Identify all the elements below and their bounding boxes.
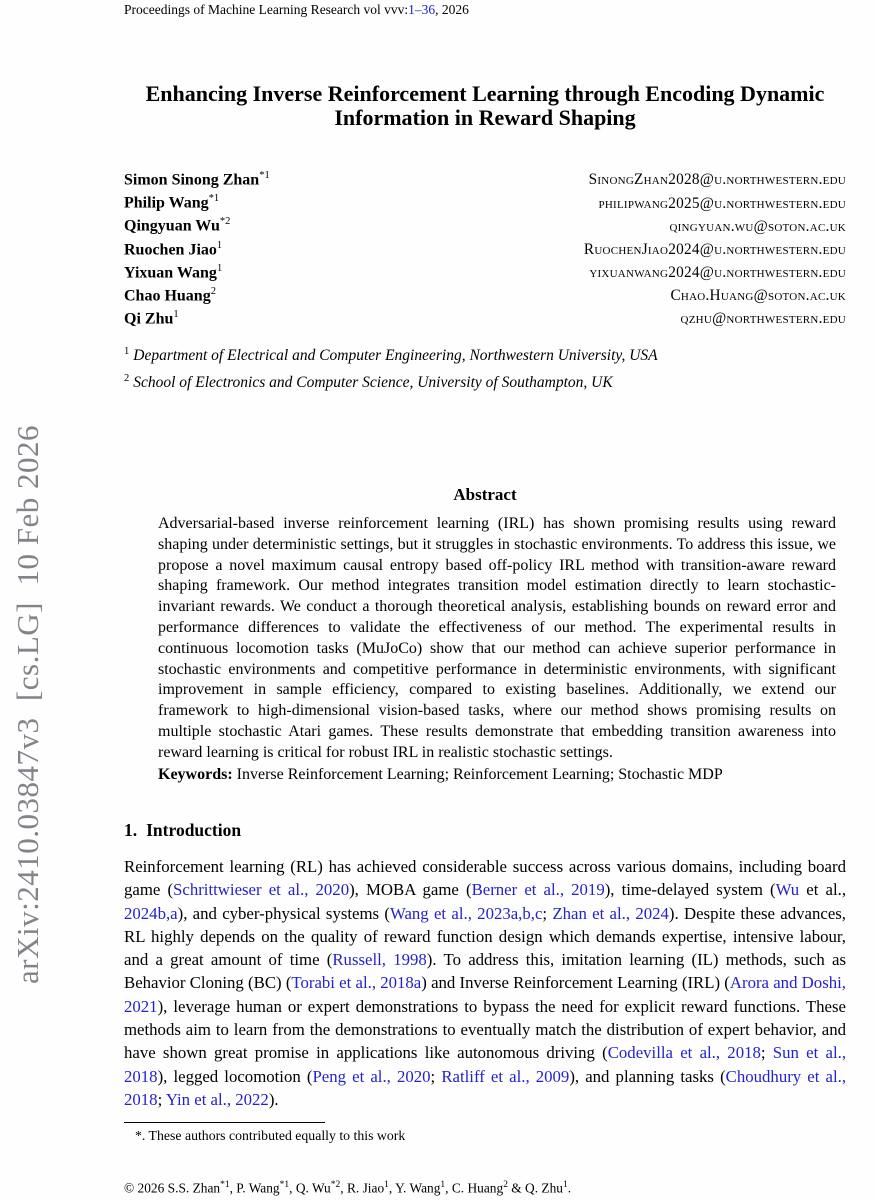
citation-link[interactable]: 1–36 [408, 2, 436, 17]
introduction-paragraph: Reinforcement learning (RL) has achieved considerable success across various domains, including board game (Schrittwieser et al., 2020), MOBA game (Berner et al., 2019), time-delayed system (Wu et al., 2024b,a), and cyber-physical systems (Wang et al., 2023a,b,c; Zhan et al., 2024). Despite these advances, RL highly depends on the quality of reward function design which demands expertise, intensive labour, and a great amount of time (Russell, 1998). To address this, imitation learning (IL) methods, such as Behavior Cloning (BC) (Torabi et al., 2018a) and Inverse Reinforcement Learning (IRL) (Arora and Doshi, 2021), leverage human or expert demonstrations to bypass the need for explicit reward functions. These methods aim to learn from the demonstrations to eventually match the distribution of expert behavior, and have shown great promise in applications like autonomous driving (Codevilla et al., 2018; Sun et al., 2018), legged locomotion (Peng et al., 2020; Ratliff et al., 2009), and planning tasks (Choudhury et al., 2018; Yin et al., 2022). [124, 857, 847, 1109]
author-affiliation-marker: *2 [219, 216, 231, 228]
author-name-text: Qingyuan Wu [124, 217, 220, 235]
citation-link[interactable]: Torabi et al., 2018a [291, 973, 422, 993]
copyright-line: © 2026 S.S. Zhan$^{*1}$, P. Wang$^{*1}$, Q. Wu$^{*2}$, R. Jiao$^1$, Y. Wang$^1$, C. Huang$^2$ & Q. Zhu$^1$. [124, 1180, 572, 1196]
arxiv-watermark: arXiv:2410.03847v3 [cs.LG] 10 Feb 2026 [10, 425, 45, 984]
author-name-text: Yixuan Wang [124, 264, 217, 282]
section-heading [124, 820, 846, 841]
author-name-text: Chao Huang [124, 287, 211, 305]
author-row [124, 170, 846, 193]
citation-link[interactable]: Wu [775, 880, 800, 900]
author-name [124, 263, 222, 282]
superscript-marker: *2 [330, 1180, 341, 1190]
author-name [124, 309, 179, 328]
section-number: 1. [124, 820, 138, 840]
author-affiliation-marker: 1 [216, 239, 223, 251]
footnote-text: *. These authors contributed equally to this work [135, 1128, 406, 1143]
author-email: SinongZhan2028@u.northwestern.edu [588, 171, 846, 189]
abstract-text: Adversarial-based inverse reinforcement learning (IRL) has shown promising results using reward shaping under deterministic settings, but it struggles in stochastic environments. To address this issue, we propose a novel maximum causal entropy based off-policy IRL method with transition-aware reward shaping framework. Our method integrates transition model estimation directly to learn stochastic-invariant rewards. We conduct a thorough theoretical analysis, establishing bounds on reward error and performance differences to validate the effectiveness of our method. The experimental results in continuous locomotion tasks (MuJoCo) show that our method can achieve superior performance in stochastic environments and competitive performance in deterministic environments, with significant improvement in sample efficiency, compared to existing baselines. Additionally, we extend our framework to high-dimensional vision-based tasks, where our method shows promising results on multiple stochastic Atari games. These results demonstrate that embedding transition awareness into reward learning is critical for robust IRL in realistic stochastic settings. [158, 515, 836, 761]
paper-title [124, 82, 846, 130]
citation-link[interactable]: Russell, 1998 [332, 950, 427, 970]
superscript-marker: 1 [440, 1180, 446, 1190]
author-name [124, 240, 222, 259]
affiliation-text: School of Electronics and Computer Science, University of Southampton, UK [133, 374, 613, 392]
citation-link[interactable]: Sun et al., 2018 [124, 1043, 847, 1086]
keywords-label: Keywords: [158, 765, 233, 783]
abstract-section [124, 485, 846, 785]
affiliation-row [124, 367, 846, 394]
author-email: qzhu@northwestern.edu [680, 310, 846, 328]
paper-title-text: Enhancing Inverse Reinforcement Learning through Encoding Dynamic Information in Reward Shaping [145, 81, 825, 130]
citation-link[interactable]: Schrittwieser et al., 2020 [173, 880, 350, 900]
author-name [124, 193, 219, 212]
superscript-marker: 1 [384, 1180, 389, 1190]
affiliation-block [124, 340, 846, 394]
footnote-block [124, 1122, 846, 1144]
author-name-text: Philip Wang [124, 194, 209, 212]
affiliation-row [124, 340, 846, 367]
citation-link[interactable]: Berner et al., 2019 [471, 880, 605, 900]
superscript-marker: 2 [503, 1180, 508, 1190]
author-email: qingyuan.wu@soton.ac.uk [669, 217, 846, 235]
author-name-text: Qi Zhu [124, 310, 174, 328]
affiliation-text: Department of Electrical and Computer Engineering, Northwestern University, USA [133, 347, 658, 365]
citation-link[interactable]: Arora and Doshi, 2021 [124, 973, 846, 1016]
citation-link[interactable]: 2024b,a [124, 903, 178, 923]
keywords-line [158, 765, 836, 786]
author-affiliation-marker: 1 [173, 309, 179, 321]
superscript-marker: 1 [562, 1180, 568, 1190]
author-affiliation-marker: 2 [210, 285, 216, 297]
citation-link[interactable]: Codevilla et al., 2018 [607, 1043, 761, 1063]
citation-link[interactable]: Ratliff et al., 2009 [441, 1066, 570, 1086]
journal-header: Proceedings of Machine Learning Research vol vvv:1–36, 2026 [124, 2, 469, 17]
author-block [124, 170, 846, 332]
author-row [124, 216, 846, 239]
abstract-heading: Abstract [453, 485, 517, 504]
author-name-text: Ruochen Jiao [124, 240, 217, 258]
author-name [124, 216, 230, 235]
affiliation-marker: 2 [124, 373, 130, 385]
superscript-marker: *1 [220, 1180, 230, 1190]
citation-link[interactable]: Yin et al., 2022 [165, 1089, 269, 1109]
author-row [124, 309, 846, 332]
citation-link[interactable]: Zhan et al., 2024 [552, 903, 669, 923]
author-affiliation-marker: *1 [259, 170, 270, 181]
introduction-section [124, 820, 846, 1111]
superscript-marker: *1 [279, 1180, 290, 1190]
citation-link[interactable]: Wang et al., 2023a,b,c [389, 903, 543, 923]
author-row [124, 263, 846, 286]
author-affiliation-marker: 1 [216, 262, 223, 274]
author-row [124, 193, 846, 216]
footnote-rule [124, 1122, 325, 1123]
author-row [124, 240, 846, 263]
citation-link[interactable]: Peng et al., 2020 [312, 1066, 431, 1086]
citation-link[interactable]: Choudhury et al., 2018 [124, 1066, 847, 1109]
author-email: philipwang2025@u.northwestern.edu [598, 194, 846, 212]
author-email: yixuanwang2024@u.northwestern.edu [589, 264, 846, 282]
author-email: Chao.Huang@soton.ac.uk [670, 287, 846, 305]
author-row [124, 286, 846, 309]
author-name [124, 170, 270, 189]
keywords-text: Inverse Reinforcement Learning; Reinforcement Learning; Stochastic MDP [232, 765, 723, 783]
author-email: RuochenJiao2024@u.northwestern.edu [583, 240, 846, 258]
section-title: Introduction [146, 820, 242, 840]
author-affiliation-marker: *1 [208, 193, 220, 205]
author-name-text: Simon Sinong Zhan [124, 171, 260, 189]
author-name [124, 286, 216, 305]
affiliation-marker: 1 [124, 346, 130, 357]
